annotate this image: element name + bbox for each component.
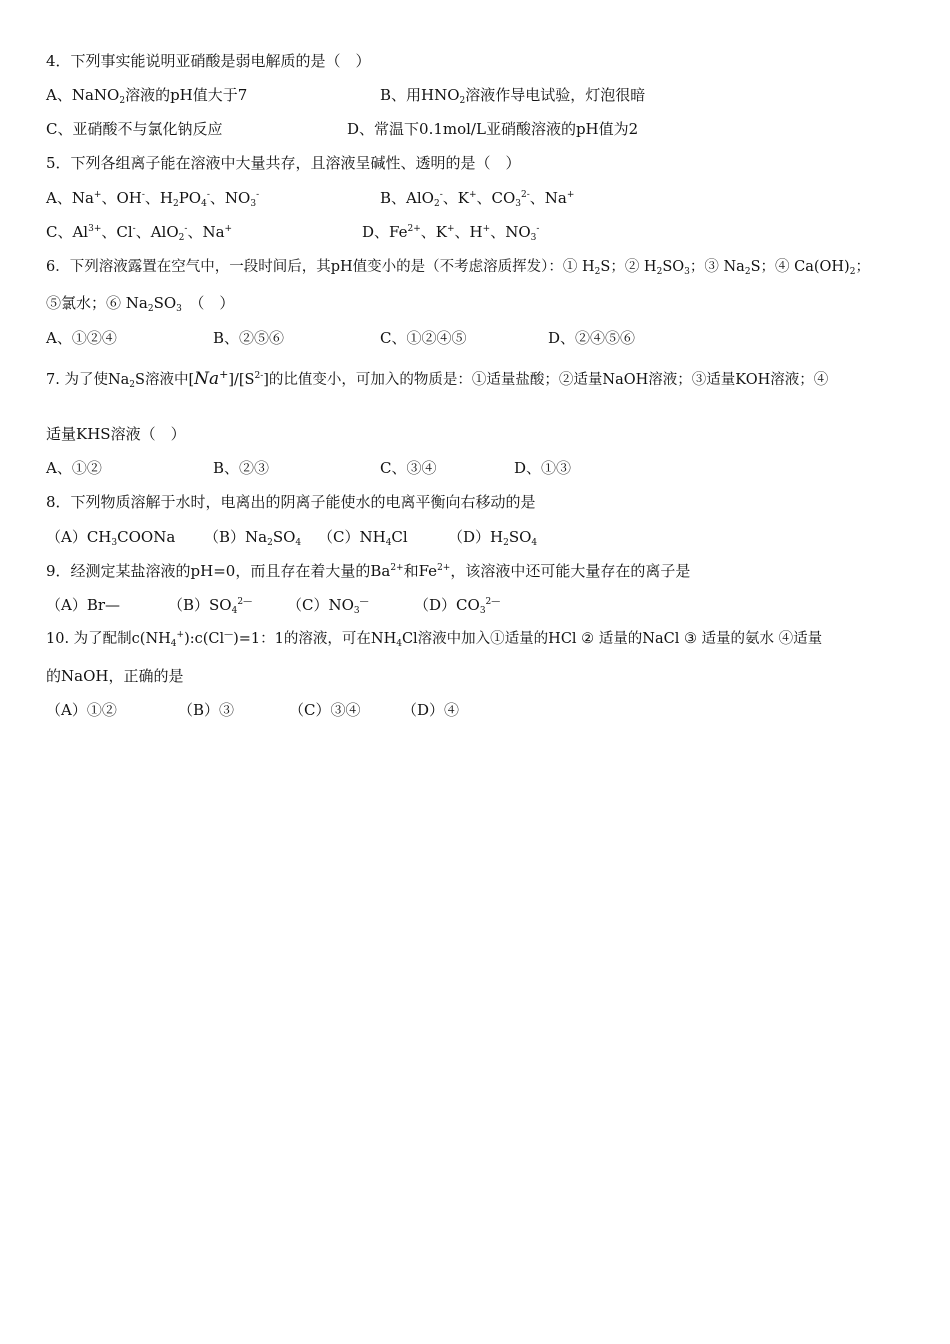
q6-option-b: B、②⑤⑥	[213, 329, 285, 347]
q8-option-c: $(C)NH_4Cl$	[318, 528, 408, 548]
q7-option-c: C、③④	[380, 459, 437, 477]
q5-stem: 5．下列各组离子能在溶液中大量共存，且溶液呈碱性、透明的是（ ）	[46, 154, 521, 172]
q9-option-d: $(D)CO_3^{2—}$	[414, 596, 501, 616]
q10-stem-line1: 10. 为了配制$c(NH_4^+):c(Cl^—)=1$：1的溶液，可在$NH_4Cl$溶液中加入①适量的HCl ② 适量的NaCl ③ 适量的氨水 ④适量	[46, 630, 823, 649]
q6-option-d: D、②④⑤⑥	[548, 329, 636, 347]
q10-option-b: （B）③	[178, 701, 235, 719]
q10-option-d: （D）④	[402, 701, 460, 719]
q10-option-c: （C）③④	[289, 701, 361, 719]
q4-option-b: B、用$HNO_2$溶液作导电试验，灯泡很暗	[380, 86, 646, 106]
q7-option-d: D、①③	[514, 459, 572, 477]
q6-option-a: A、①②④	[46, 329, 117, 347]
q8-option-b: $(B)Na_2SO_4$	[204, 528, 302, 548]
q6-option-c: C、①②④⑤	[380, 329, 467, 347]
q8-option-d: $(D)H_2SO_4$	[448, 528, 538, 548]
q9-option-a: （A）Br—	[46, 596, 121, 614]
q7-sodium-ion-formula: Na+	[194, 368, 229, 389]
q6-stem-line2: ⑤氯水；⑥ $Na_2SO_3$ （ ）	[46, 294, 235, 314]
q9-stem: 9．经测定某盐溶液的pH=0，而且存在着大量的$Ba^{2+}$和$Fe^{2+}$，该溶液中还可能大量存在的离子是	[46, 562, 691, 580]
q10-option-a: （A）①②	[46, 701, 117, 719]
q5-option-c: C、$Al^{3+}$、Cl-、AlO$_2$-、Na+	[46, 223, 233, 243]
q10-stem-line2: 的NaOH，正确的是	[46, 667, 184, 685]
q8-option-a: $(A)CH_3COONa$	[46, 528, 176, 548]
q5-option-d: D、$Fe^{2+}$、K+、H+、$NO_3^-$	[362, 223, 540, 243]
q7-option-b: B、②③	[213, 459, 270, 477]
q6-stem-line1: 6．下列溶液露置在空气中，一段时间后，其pH值变小的是（不考虑溶质挥发）：① $H_2S$；② $H_2SO_3$；③ $Na_2S$；④ $Ca(OH)_2$；	[46, 259, 870, 277]
q7-stem-line2: 适量KHS溶液（ ）	[46, 425, 186, 443]
q7-option-a: A、①②	[46, 459, 102, 477]
q4-option-a: A、NaNO$_2$溶液的pH值大于7	[46, 86, 248, 106]
q7-stem-line1: 7. 为了使$Na_2S$溶液中$[Na^+]/[S^{2-}]$的比值变小，可加入的物质是：①适量盐酸；②适量NaOH溶液；③适量KOH溶液；④	[46, 368, 829, 390]
q4-option-d: D、常温下0.1mol/L亚硝酸溶液的pH值为2	[347, 120, 639, 138]
q9-option-c: $(C)NO_3^—$	[287, 596, 369, 616]
q8-stem: 8．下列物质溶解于水时，电离出的阴离子能使水的电离平衡向右移动的是	[46, 493, 536, 511]
q4-stem: 4．下列事实能说明亚硝酸是弱电解质的是（ ）	[46, 52, 371, 70]
q5-option-b: B、AlO$_2$-、K+、$CO_3^{2-}$、Na+	[380, 189, 575, 209]
q4-option-c: C、亚硝酸不与氯化钠反应	[46, 120, 223, 138]
q5-option-a: A、Na+、OH-、$H_2PO_4^-$、$NO_3^-$	[46, 189, 260, 209]
q9-option-b: $(B)SO_4^{2—}$	[168, 596, 253, 616]
